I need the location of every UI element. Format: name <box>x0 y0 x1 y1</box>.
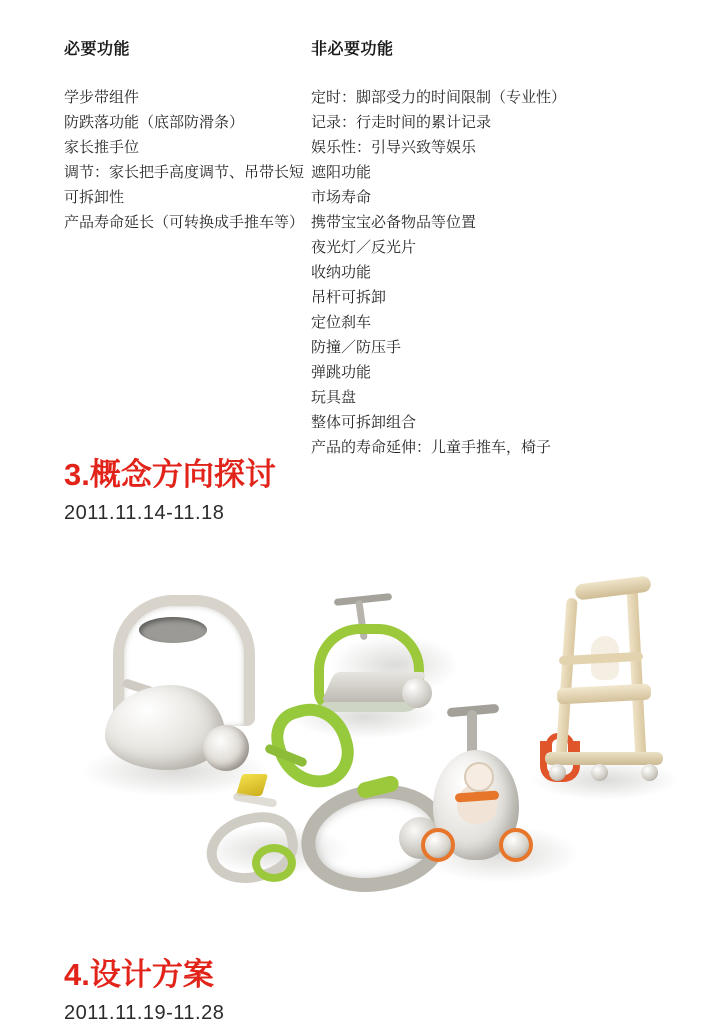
required-features-heading: 必要功能 <box>64 41 131 58</box>
list-item: 玩具盘 <box>311 389 357 406</box>
optional-features-list <box>311 85 720 460</box>
sketch-part-wheel <box>499 828 533 862</box>
section-title: 4.设计方案 <box>64 957 214 992</box>
sketch-part-caster <box>549 764 566 781</box>
list-item: 产品的寿命延伸：儿童手推车，椅子 <box>311 439 552 456</box>
sketch-part-wheel <box>203 725 249 771</box>
required-features-column <box>0 36 305 460</box>
list-item: 定时：脚部受力的时间限制（专业性） <box>311 89 567 106</box>
sketch-part-accent <box>252 844 296 882</box>
sketch-baby-pod-walker <box>415 710 545 885</box>
sketch-part-handlebar <box>334 593 392 606</box>
list-item: 防撞／防压手 <box>311 339 402 356</box>
sketch-part-frame-right <box>627 588 647 760</box>
list-item: 记录：行走时间的累计记录 <box>311 114 492 131</box>
list-item: 吊杆可拆卸 <box>311 289 387 306</box>
list-item: 夜光灯／反光片 <box>311 239 417 256</box>
section-date: 2011.11.19-11.28 <box>64 1002 225 1025</box>
sketch-part-top-rail <box>574 575 651 600</box>
concept-sketch-illustration <box>40 575 690 920</box>
sketch-part-caster <box>591 764 608 781</box>
sketch-part-seat <box>139 617 207 643</box>
sketch-part-frame-left <box>555 598 577 760</box>
section-title: 3.概念方向探讨 <box>64 457 276 492</box>
sketch-part-wheel <box>421 828 455 862</box>
list-item: 家长推手位 <box>64 139 140 156</box>
list-item: 携带宝宝必备物品等位置 <box>311 214 477 231</box>
feature-columns <box>0 36 720 460</box>
required-features-list <box>64 85 305 235</box>
sketch-part-base <box>545 752 663 765</box>
sketch-small-ring-walker <box>200 800 310 880</box>
sketch-wooden-highchair <box>535 580 675 795</box>
list-item: 市场寿命 <box>311 189 372 206</box>
list-item: 定位刹车 <box>311 314 372 331</box>
optional-features-column <box>305 36 720 460</box>
list-item: 产品寿命延长（可转换成手推车等） <box>64 214 305 231</box>
list-item: 防跌落功能（底部防滑条） <box>64 114 245 131</box>
section-date: 2011.11.14-11.18 <box>64 502 225 525</box>
sketch-part-wheel <box>402 678 432 708</box>
section-concept-direction <box>64 458 276 525</box>
list-item: 调节：家长把手高度调节、吊带长短 <box>64 164 305 181</box>
optional-features-heading: 非必要功能 <box>311 41 394 58</box>
list-item: 弹跳功能 <box>311 364 372 381</box>
list-item: 娱乐性：引导兴致等娱乐 <box>311 139 477 156</box>
list-item: 收纳功能 <box>311 264 372 281</box>
list-item: 整体可拆卸组合 <box>311 414 417 431</box>
list-item: 可拆卸性 <box>64 189 125 206</box>
sketch-part-caster <box>641 764 658 781</box>
sketch-stroller-large <box>85 595 270 780</box>
list-item: 学步带组件 <box>64 89 140 106</box>
list-item: 遮阳功能 <box>311 164 372 181</box>
sketch-part-baby-head <box>464 762 494 792</box>
section-design-proposal <box>64 958 224 1025</box>
